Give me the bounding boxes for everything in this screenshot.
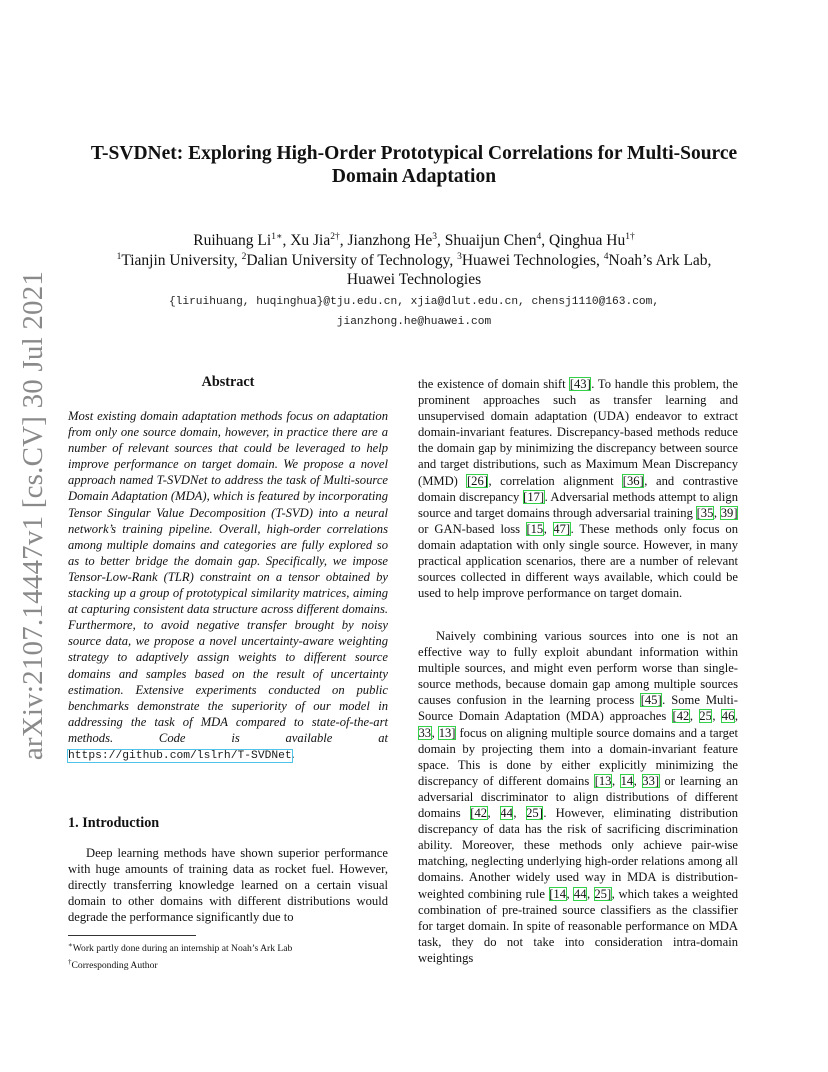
author-name: Xu Jia <box>290 232 331 249</box>
paragraph-text: , <box>712 709 722 724</box>
abstract-text: Most existing domain adaptation methods focus on adaptation from only one source domain, however, in practice there are a number of relevant sources that could be leveraged to help improve performance on target domain. We propose a novel approach named T-SVDNet to address the task of Multi-source Domain Adaptation (MDA), which is featured by incorporating Tensor Singular Value Decomposition (T-SVD) into a neural network’s training pipeline. Overall, high-order correlations among multiple domains and categories are fully explored so as to better bridge the domain gap. Specifically, we impose Tensor-Low-Rank (TLR) constraint on a tensor obtained by stacking up a group of prototypical similarity matrices, aiming at capturing consistent data structure across different domains. Furthermore, to avoid negative transfer brought by noisy source data, we propose a novel uncertainty-aware weighting strategy to adaptively assign weights to different source domains and samples based on the result of uncertainty estimation. Extensive experiments conducted on public benchmarks demonstrate the superiority of our model in addressing the task of MDA compared to state-of-the-art methods. Code is available at <box>68 409 388 745</box>
right-paragraph-2 <box>418 628 738 966</box>
author-block <box>60 231 768 290</box>
footnote <box>68 956 292 973</box>
citation-link[interactable]: [14 <box>549 886 567 901</box>
intro-heading: 1. Introduction <box>68 815 160 831</box>
email-line[interactable]: jianzhong.he@huawei.com <box>336 316 492 328</box>
intro-paragraph: Deep learning methods have shown superior performance with huge amounts of training data as rocket fuel. However, directly transferring knowledge learned on a certain visual domain to other domains with different distributions would degrade the performance significantly due to <box>68 846 388 925</box>
paragraph-text: , <box>543 521 553 536</box>
affiliation-name: Tianjin University, <box>121 251 242 269</box>
paragraph-text: . These methods only focus on domain adaptation with only single source. However, in many practical application scenarios, there are a number of relevant sources collected in different ways available, which could be used to help improve performance on target domain. <box>418 521 738 601</box>
title-line: T-SVDNet: Exploring High-Order Prototypical Correlations for Multi-Source <box>90 143 738 164</box>
author-name: Jianzhong He <box>347 232 433 249</box>
footnote-mark: † <box>68 957 72 966</box>
paragraph-text: , <box>431 725 439 740</box>
paragraph-text: . However, eliminating distribution discrepancy of data has the risk of sacrificing discrimination ability. Moreover, these methods only achieve pair-wise matching, neglecting underlying high-order relations among all domains. Another widely used way in MDA is distribution-weighted combining rule <box>418 806 739 901</box>
footnote-mark: ∗ <box>68 941 73 949</box>
paragraph-text: , and contrastive domain discrepancy <box>418 473 738 504</box>
citation-link[interactable]: 25] <box>526 806 543 821</box>
affiliation-sup: 1 <box>116 251 122 262</box>
paper-title <box>60 142 768 188</box>
paragraph-text: , <box>586 886 594 901</box>
paragraph-text: . To handle this problem, the prominent approaches such as transfer learning and unsupervised domain adaptation (UDA) endeavor to extract domain-invariant features. Discrepancy-based methods reduce the domain gap by minimizing the discrepancy between source and target distributions, such as Maximum Mean Discrepancy (MMD) <box>418 377 739 488</box>
paragraph-text: , <box>513 806 526 821</box>
paragraph-text: , <box>633 773 642 788</box>
footnote <box>68 939 292 956</box>
abstract-body <box>68 408 388 764</box>
citation-link[interactable]: [36] <box>622 473 644 488</box>
affiliation-line-2: Huawei Technologies <box>346 271 482 288</box>
citation-link[interactable]: [15 <box>526 521 544 536</box>
author-sup: 1∗ <box>271 231 283 242</box>
footnote-rule <box>68 935 196 936</box>
paragraph-text: , <box>566 886 574 901</box>
paragraph-text: , <box>713 505 721 520</box>
affiliation-name: Noah’s Ark Lab, <box>608 251 712 269</box>
citation-link[interactable]: 39] <box>720 505 738 520</box>
paragraph-text: , <box>487 806 500 821</box>
paragraph-text: . Some Multi-Source Domain Adaptation (MDA) approaches <box>418 693 739 724</box>
citation-link[interactable]: [45] <box>640 693 662 708</box>
paragraph-text: or GAN-based loss <box>418 521 526 536</box>
author-sup: 1† <box>625 231 635 242</box>
citation-link[interactable]: 44 <box>500 806 513 821</box>
paragraph-text: , <box>734 709 739 724</box>
author-name: Qinghua Hu <box>549 232 626 249</box>
affiliations <box>60 251 768 271</box>
paragraph-text: . Adversarial methods attempt to align source and target domains through adversarial training <box>418 489 738 520</box>
paragraph-text: or learning an adversarial discriminator to align distributions of different domains <box>418 773 739 821</box>
author-sup: 3 <box>432 231 438 242</box>
author-name: Shuaijun Chen <box>444 232 537 249</box>
right-paragraph-1 <box>418 376 738 601</box>
citation-link[interactable]: 25 <box>699 709 712 724</box>
abstract-end: . <box>291 746 295 761</box>
affiliation-sup: 4 <box>603 251 609 262</box>
citation-link[interactable]: 25] <box>594 886 612 901</box>
code-link[interactable]: https://github.com/lslrh/T-SVDNet <box>68 749 292 762</box>
footnote-text: Corresponding Author <box>71 959 158 971</box>
citation-link[interactable]: 33 <box>418 725 432 740</box>
author-names: Ruihuang $Li^{1∗}$, Xu Jia$^{2\dagger}$, Jianzhong He$^3$, Shuaijun Chen$^4$, Qinghua $Hu^{1\dagger}$ <box>193 231 635 249</box>
citation-link[interactable]: 33] <box>642 773 660 788</box>
paragraph-text: Naively combining various sources into one is not an effective way to fully exploit abundant information within multiple sources, and might even perform worse than single-source methods, because domain gap among multiple sources causes confusion in the learning process <box>418 629 738 708</box>
author-name: Ruihuang Li <box>193 232 272 249</box>
footnotes <box>68 939 292 972</box>
email-line[interactable]: {liruihuang, huqinghua}@tju.edu.cn, xjia@dlut.edu.cn, chensj1110@163.com, <box>168 296 660 308</box>
citation-link[interactable]: [42 <box>672 709 690 724</box>
citation-link[interactable]: [13 <box>594 773 612 788</box>
title-line: Domain Adaptation <box>331 166 497 187</box>
affiliation-name: Huawei Technologies, <box>461 251 604 269</box>
citation-link[interactable]: [42 <box>470 806 488 821</box>
citation-link[interactable]: 46 <box>721 709 735 724</box>
paragraph-text: , which takes a weighted combination of pre-trained source classifiers as the classifier for target domain. In spite of reasonable performance on MDA task, they do not take into consideration intra-domain weightings <box>418 886 739 965</box>
paragraph-text: focus on aligning multiple source domains and a target domain by projecting them into a domain-invariant feature space. This is done by either explicitly minimizing the discrepancy of different domains <box>418 725 738 788</box>
citation-link[interactable]: 44 <box>573 886 587 901</box>
citation-link[interactable]: [43] <box>569 377 591 391</box>
abstract-heading: Abstract <box>201 374 255 390</box>
author-sup: 4 <box>536 231 542 242</box>
author-sup: 2† <box>330 231 340 242</box>
footnote-text: Work partly done during an internship at Noah’s Ark Lab <box>72 943 293 955</box>
citation-link[interactable]: [17] <box>523 489 545 504</box>
citation-link[interactable]: 13] <box>438 725 456 740</box>
affiliation-name: Dalian University of Technology, <box>246 251 458 269</box>
citation-link[interactable]: [35 <box>696 505 714 520</box>
paragraph-text: the existence of domain shift <box>418 377 570 391</box>
citation-link[interactable]: 14 <box>620 773 634 788</box>
arxiv-stamp: arXiv:2107.14447v1 [cs.CV] 30 Jul 2021 <box>17 270 50 760</box>
paragraph-text: , <box>611 773 621 788</box>
citation-link[interactable]: [26] <box>466 473 488 488</box>
citation-link[interactable]: 47] <box>553 521 571 536</box>
affiliation-sup: 3 <box>457 251 462 262</box>
paragraph-text: , <box>689 709 699 724</box>
email-block <box>60 292 768 332</box>
paragraph-text: , correlation alignment <box>488 473 623 488</box>
affiliation-sup: 2 <box>241 251 247 262</box>
